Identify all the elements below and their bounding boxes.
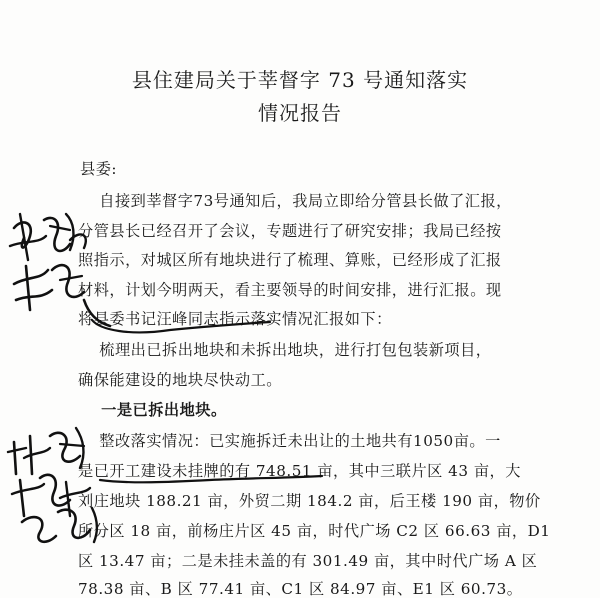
body-line-5: 将县委书记汪峰同志指示落实情况汇报如下： <box>78 310 392 328</box>
body-line-14: 78.38 亩、B 区 77.41 亩、C1 区 84.97 亩、E1 区 60.73。 <box>78 580 523 598</box>
body-line-6: 梳理出已拆出地块和未拆出地块，进行打包包装新项目， <box>78 341 492 359</box>
body-line-10: 是已开工建设未挂牌的有 748.51 亩，其中三联片区 43 亩，大 <box>78 462 521 480</box>
body-line-13: 区 13.47 亩；二是未挂未盖的有 301.49 亩，其中时代广场 A 区 <box>78 552 538 570</box>
body-line-11: 刘庄地块 188.21 亩，外贸二期 184.2 亩，后王楼 190 亩，物价 <box>78 492 541 510</box>
body-line-2: 分管县长已经召开了会议，专题进行了研究安排；我局已经按 <box>78 222 502 240</box>
body-line-7: 确保能建设的地块尽快动工。 <box>78 371 282 389</box>
document-title-line-1: 县住建局关于莘督字 73 号通知落实 <box>131 68 469 92</box>
body-line-1: 自接到莘督字73号通知后，我局立即给分管县长做了汇报， <box>78 192 512 210</box>
document-title-line-2: 情况报告 <box>258 101 342 125</box>
body-line-3: 照指示，对城区所有地块进行了梳理、算账，已经形成了汇报 <box>78 251 502 269</box>
body-line-4: 材料，计划今明两天，看主要领导的时间安排，进行汇报。现 <box>78 281 502 299</box>
body-line-12: 所分区 18 亩，前杨庄片区 45 亩，时代广场 C2 区 66.63 亩，D1 <box>78 522 551 540</box>
body-line-9: 整改落实情况：已实施拆迁未出让的土地共有1050亩。一 <box>78 432 501 450</box>
section-heading: 一是已拆出地块。 <box>78 401 227 419</box>
salutation: 县委: <box>80 160 117 178</box>
